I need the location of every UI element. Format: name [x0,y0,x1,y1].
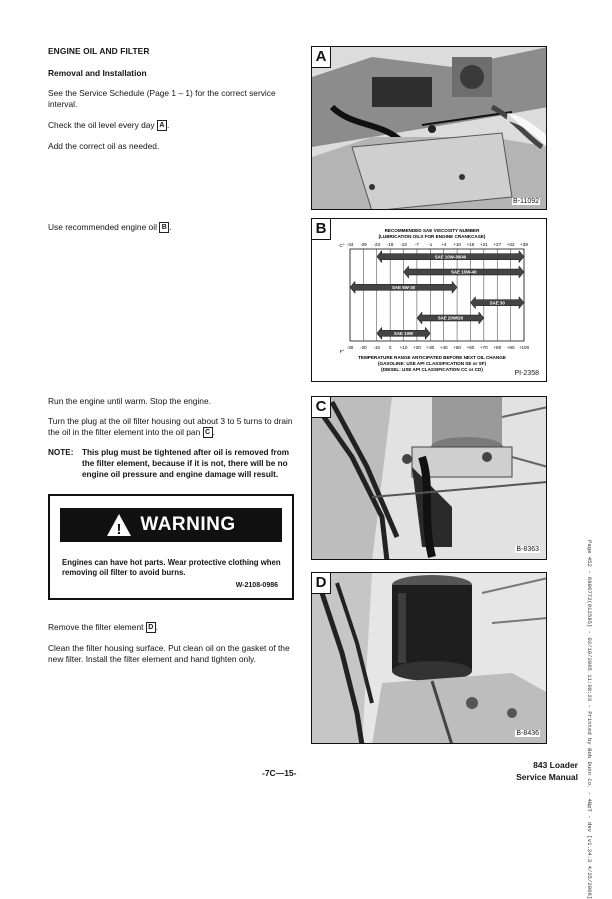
para-turn-plug: Turn the plug at the oil filter housing out about 3 to 5 turns to drain the oil in the filter element into the oil pan C . [48,416,293,437]
fahrenheit-tick-label: +80 [493,345,502,350]
filter-element-illustration [312,573,547,744]
viscosity-band-label: SAE 10W-30/40 [434,254,467,260]
viscosity-band-label: SAE 15W-40 [450,269,477,275]
para-service-schedule: See the Service Schedule (Page 1 – 1) for the correct service interval. [48,88,276,109]
figure-c-filter-housing-photo [311,396,547,560]
para-remove-filter: Remove the filter element D . [48,622,159,632]
viscosity-band-label: SAE 20W/20 [437,315,464,321]
figure-a-label: A [312,47,331,68]
note-text: This plug must be tightened after oil is removed from the filter element, because if it is not, there will be no engine oil pressure and engine damage will result. [82,448,289,479]
fahrenheit-tick-label: +70 [479,345,488,350]
celsius-tick-label: +15 [466,242,475,247]
warning-symbol: ! [116,521,122,537]
celsius-tick-label: +10 [453,242,461,247]
fahrenheit-tick-label: 0 [388,345,392,350]
fahrenheit-tick-label: +10 [399,345,408,350]
fahrenheit-tick-label: +60 [466,345,475,350]
para-run-engine: Run the engine until warm. Stop the engine. [48,396,211,406]
para-clean-housing: Clean the filter housing surface. Put clean oil on the gasket of the new filter. Install the filter element and hand tighten only. [48,643,290,664]
warning-triangle-icon [106,513,132,537]
chart-footnote-gasoline: (GASOLINE: USE API CLASSIFICATION SE or SF) [378,361,486,366]
celsius-tick-label: +27 [493,242,502,247]
figure-a-engine-photo [311,46,547,210]
fahrenheit-tick-label: +50 [453,345,461,350]
celsius-label: C° [339,243,345,248]
viscosity-band [377,251,524,263]
celsius-tick-label: -23 [373,242,381,247]
figure-c-code: B-8363 [516,546,539,553]
warning-text: Engines can have hot parts. Wear protective clothing when removing oil filter to avoid burns. [62,558,281,577]
para-add-oil: Add the correct oil as needed. [48,141,160,151]
para-use-oil: Use recommended engine oil B . [48,222,172,232]
fahrenheit-tick-label: -20 [360,345,367,350]
celsius-tick-label: -34 [346,242,354,247]
celsius-tick-label: -29 [360,242,367,247]
para-remove-text: Remove the filter element [48,622,144,632]
celsius-tick-label: -1 [428,242,433,247]
celsius-tick-label: +32 [506,242,515,247]
section-heading: ENGINE OIL AND FILTER [48,46,150,56]
figure-a-code: B-11092 [513,198,539,205]
celsius-tick-label: -13 [400,242,407,247]
fahrenheit-label: F° [339,349,345,354]
note-label: NOTE: [48,448,74,457]
para-check-text: Check the oil level every day [48,120,155,130]
figure-ref-b: B [159,222,169,233]
figure-d-filter-element-photo [311,572,547,744]
viscosity-band [404,266,524,278]
viscosity-band-label: SAE 10W [393,330,414,336]
chart-subtitle: (LUBRICATION OILS FOR ENGINE CRANKCASE) [378,234,486,239]
chart-title: RECOMMENDED SAE VISCOSITY NUMBER [384,228,480,233]
chart-xlabel: TEMPERATURE RANGE ANTICIPATED BEFORE NEXT OIL CHANGE [358,355,506,360]
figure-c-label: C [312,397,331,418]
fahrenheit-tick-label: +40 [439,345,448,350]
page-number: -7C—15- [262,768,297,778]
figure-ref-c: C [203,427,213,438]
figure-b-viscosity-chart [311,218,547,382]
figure-d-label: D [312,573,331,594]
subsection-heading: Removal and Installation [48,68,147,78]
para-turn-text: Turn the plug at the oil filter housing out about 3 to 5 turns to drain the oil in the filter element into the oil pan [48,416,293,437]
celsius-tick-label: +21 [479,242,488,247]
fahrenheit-tick-label: -10 [373,345,381,350]
chart-frame [350,249,524,341]
fahrenheit-tick-label: -30 [346,345,354,350]
footer-model: 843 Loader [533,760,578,770]
para-check-oil: Check the oil level every day A . [48,120,170,130]
fahrenheit-tick-label: +30 [426,345,435,350]
fahrenheit-tick-label: +20 [413,345,421,350]
figure-ref-d: D [146,622,156,633]
figure-d-code: B-8436 [516,730,539,737]
filter-housing-illustration [312,397,547,560]
warning-banner [60,508,282,542]
para-use-text: Use recommended engine oil [48,222,157,232]
engine-dipstick-illustration [312,47,547,210]
side-print-stamp [585,540,595,899]
side-print-text: Page 452 - 6986772(012585) - 02/10/2005 11:08:23 - Printed by Bob Dunn Co. - 4BpT - dev [v1.24.3 4/25/2006] [586,540,593,899]
figure-b-code: PI-2358 [514,370,539,377]
warning-title: WARNING [140,514,236,535]
celsius-tick-label: +4 [441,242,447,247]
figure-ref-a: A [157,120,167,131]
chart-footnote-diesel: (DIESEL: USE API CLASSIFICATION CC or CD) [381,367,483,372]
figure-b-label: B [312,219,331,240]
fahrenheit-tick-label: +90 [506,345,515,350]
footer-manual: Service Manual [516,772,578,782]
celsius-tick-label: -7 [414,242,419,247]
viscosity-chart-svg [312,219,547,382]
warning-code: W-2108-0986 [235,582,278,589]
celsius-tick-label: -18 [386,242,394,247]
warning-box [48,494,294,600]
celsius-tick-label: +38 [520,242,528,247]
viscosity-band [417,312,484,324]
viscosity-band-label: SAE 5W-30 [391,284,416,290]
fahrenheit-tick-label: +100 [518,345,530,350]
viscosity-band-label: SAE 30 [489,300,505,306]
